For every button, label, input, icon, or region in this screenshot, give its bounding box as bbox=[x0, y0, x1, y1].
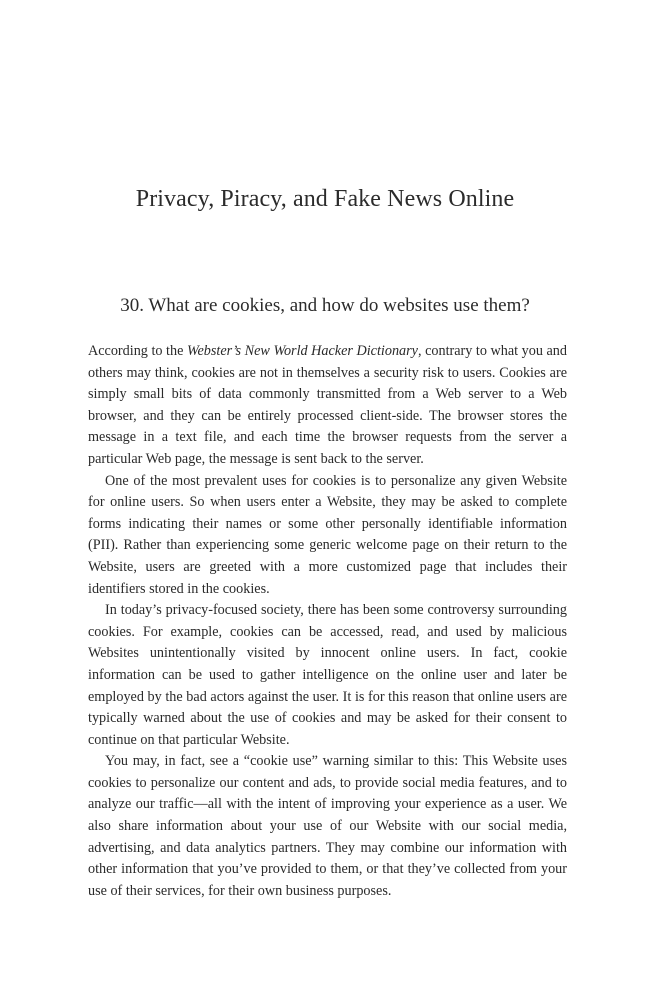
paragraph-1 bbox=[88, 341, 567, 471]
paragraph-1-text: , contrary to what you and others may think, cookies are not in themselves a security risk to users. Cookies are simply small bits of data commonly transmitted from a Web server to a Web browser, and they can be entirely processed client-side. The browser stores the message in a text file, and each time the browser requests from the server a particular Web page, the message is sent back to the server. bbox=[88, 343, 567, 467]
paragraph-4: You may, in fact, see a “cookie use” warning similar to this: This Website uses cookies to personalize our content and ads, to provide social media features, and to analyze our traffic—all with the intent of improving your experience as a user. We also share information about your use of our Website with our social media, advertising, and data analytics partners. They may combine our information with other information that you’ve provided to them, or that they’ve collected from your use of their services, for their own business purposes. bbox=[88, 753, 567, 899]
paragraph-1-lead: According to the bbox=[88, 343, 187, 359]
paragraph-3: In today’s privacy-focused society, there has been some controversy surrounding cookies. For example, cookies can be accessed, read, and used by malicious Websites unintentionally visited by innocent online users. In fact, cookie information can be used to gather intelligence on the online user and later be employed by the bad actors against the user. It is for this reason that online users are typically warned about the use of cookies and may be asked for their consent to continue on that particular Website. bbox=[88, 602, 567, 748]
chapter-title: Privacy, Piracy, and Fake News Online bbox=[135, 186, 515, 212]
book-title-italic: Webster’s New World Hacker Dictionary bbox=[186, 343, 418, 359]
paragraph-2: One of the most prevalent uses for cookies is to personalize any given Website for online users. So when users enter a Website, they may be asked to complete forms indicating their names or some other personally identifiable information (PII). Rather than experiencing some generic welcome page on their return to the Website, users are greeted with a more customized page that includes their identifiers stored in the cookies. bbox=[88, 472, 567, 597]
body-text bbox=[88, 341, 567, 902]
section-title: 30. What are cookies, and how do websites use them? bbox=[120, 295, 530, 316]
